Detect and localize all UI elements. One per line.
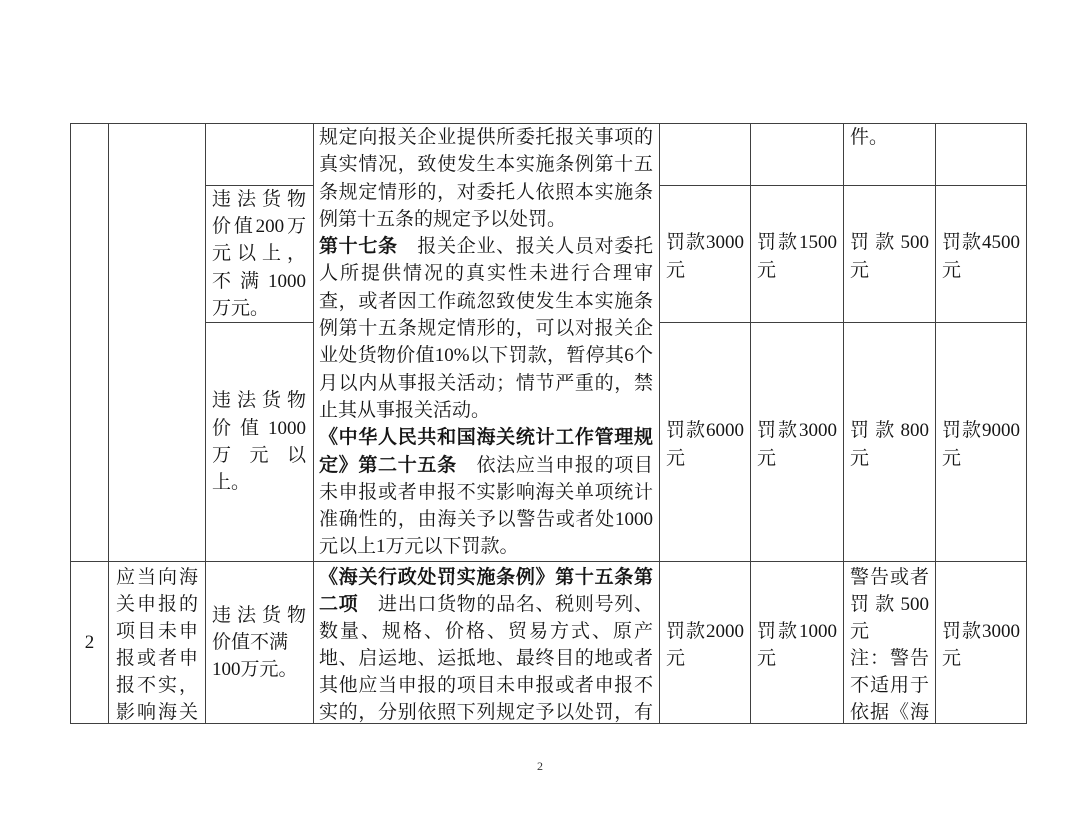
text-line: 止其从事报关活动。 (319, 399, 491, 421)
table-cell-penalty (660, 186, 750, 322)
text-line: 元 (757, 447, 777, 469)
article-heading: 第十七条 (319, 236, 398, 258)
text-line: 元 (850, 447, 870, 469)
text-line: 例第十五条规定情形的，可以对报关企 (319, 318, 653, 340)
table-cell-penalty (844, 323, 935, 561)
text-line: 罚款9000 (942, 420, 1020, 442)
text-line: 罚款500 (850, 232, 929, 254)
text-line: 罚款6000 (666, 420, 744, 442)
table-cell-penalty (660, 124, 750, 185)
text-line: 元 (666, 259, 686, 281)
text-line: 业处货物价值10%以下罚款，暂停其6个 (319, 345, 653, 367)
text-line: 准确性的，由海关予以警告或者处1000 (319, 509, 653, 531)
text-line: 罚款4500 (942, 232, 1020, 254)
text-line: 上。 (212, 472, 251, 494)
text-line: 元 (666, 447, 686, 469)
text-line: 报或者申 (116, 648, 198, 670)
text-line: 元 (757, 648, 777, 669)
text-line: 规定向报关企业提供所委托报关事项的 (319, 127, 653, 148)
text-line: 报不实， (116, 675, 198, 697)
text-line: 警告或者 (850, 566, 929, 588)
text-line: 违法货物 (212, 189, 306, 210)
text-line: 罚款3000 (757, 420, 837, 442)
table-cell-penalty (936, 562, 1026, 723)
text-line: 条规定情形的，对委托人依照本实施条 (319, 181, 653, 203)
text-line: 元 (850, 620, 870, 642)
text-line (319, 424, 653, 451)
table-cell-penalty (844, 124, 935, 185)
text-line: 依据《海 (850, 702, 929, 724)
table-cell-penalty (844, 186, 935, 322)
text-line: 查，或者因工作疏忽致使发生本实施条 (319, 290, 653, 312)
text-line: 件。 (850, 127, 889, 148)
text-line: 万元以 (212, 445, 306, 466)
table-cell-condition (206, 323, 313, 561)
text-segment: 依法应当申报的项目 (456, 454, 653, 476)
text-line: 真实情况，致使发生本实施条例第十五 (319, 154, 653, 176)
text-line: 人所提供情况的真实性未进行合理审 (319, 263, 653, 285)
table-cell-penalty (660, 323, 750, 561)
text-line: 罚款500 (850, 593, 929, 615)
table-cell-condition (206, 186, 313, 322)
text-line: 不满1000 (212, 270, 306, 292)
table-cell-penalty (751, 323, 843, 561)
text-line: 元 (666, 648, 686, 669)
text-line: 地、启运地、运抵地、最终目的地或者 (319, 648, 653, 670)
text-line: 元 (757, 259, 777, 281)
text-line: 月以内从事报关活动；情节严重的，禁 (319, 372, 653, 394)
table-cell-penalty (936, 186, 1026, 322)
text-line: 应当向海 (116, 566, 198, 588)
text-line: 价值1000 (212, 417, 306, 439)
text-line: 违法货物 (212, 604, 306, 626)
article-heading: 《中华人民共和国海关统计工作管理规 (319, 427, 653, 449)
text-line (319, 564, 653, 591)
text-line: 罚款1500 (757, 232, 837, 254)
article-heading: 《海关行政处罚实施条例》第十五条第 (319, 566, 653, 588)
table-cell-legal-basis (314, 124, 659, 561)
table-cell-condition (206, 124, 313, 185)
text-line: 不适用于 (850, 675, 929, 697)
text-line: 其他应当申报的项目未申报或者申报不 (319, 675, 653, 697)
text-line (319, 591, 653, 618)
text-line: 元 (942, 259, 962, 281)
text-line: 罚款3000 (942, 620, 1020, 642)
article-heading: 定》第二十五条 (319, 454, 457, 476)
table-cell-no (71, 124, 108, 561)
text-line: 未申报或者申报不实影响海关单项统计 (319, 481, 653, 503)
text-segment: 报关企业、报关人员对委托 (397, 236, 653, 258)
text-line: 元 (942, 648, 962, 669)
table-cell-penalty (844, 562, 935, 723)
table-cell-penalty (751, 186, 843, 322)
text-line: 元以上1万元以下罚款。 (319, 536, 519, 558)
table-cell-penalty (751, 124, 843, 185)
text-line: 项目未申 (116, 620, 198, 642)
table-cell-penalty (660, 562, 750, 723)
table-cell-condition (206, 562, 313, 723)
table-cell-penalty (936, 323, 1026, 561)
text-line: 元以上， (212, 243, 306, 265)
text-line: 100万元。 (212, 659, 298, 681)
table-cell-penalty (751, 562, 843, 723)
table-cell-item (109, 124, 205, 561)
text-segment: 进出口货物的品名、税则号列、 (358, 593, 653, 615)
table-cell-penalty (936, 124, 1026, 185)
text-line: 实的，分别依照下列规定予以处罚，有 (319, 702, 653, 724)
text-line: 例第十五条的规定予以处罚。 (319, 208, 567, 230)
text-line: 万元。 (212, 297, 270, 319)
table-cell-item (109, 562, 205, 723)
text-line: 数量、规格、价格、贸易方式、原产 (319, 620, 653, 642)
penalty-table (70, 123, 1027, 724)
text-line: 罚款1000 (757, 620, 837, 642)
text-line: 罚款3000 (666, 232, 744, 254)
row-number: 2 (84, 631, 95, 653)
table-cell-legal-basis (314, 562, 659, 723)
text-line (319, 452, 653, 479)
text-line: 罚款2000 (666, 620, 744, 642)
text-line: 影响海关 (116, 702, 198, 724)
text-line: 元 (850, 259, 870, 281)
text-line: 价值不满 (212, 631, 289, 653)
text-line: 违法货物 (212, 390, 306, 412)
text-line: 罚款800 (850, 420, 929, 442)
text-line: 元 (942, 447, 962, 469)
page-number: 2 (537, 759, 543, 773)
article-heading: 二项 (319, 593, 359, 615)
text-line: 注：警告 (850, 648, 929, 670)
text-line: 价值200万 (212, 216, 306, 238)
table-cell-no (71, 562, 108, 723)
text-line (319, 233, 653, 260)
text-line: 关申报的 (116, 593, 198, 615)
